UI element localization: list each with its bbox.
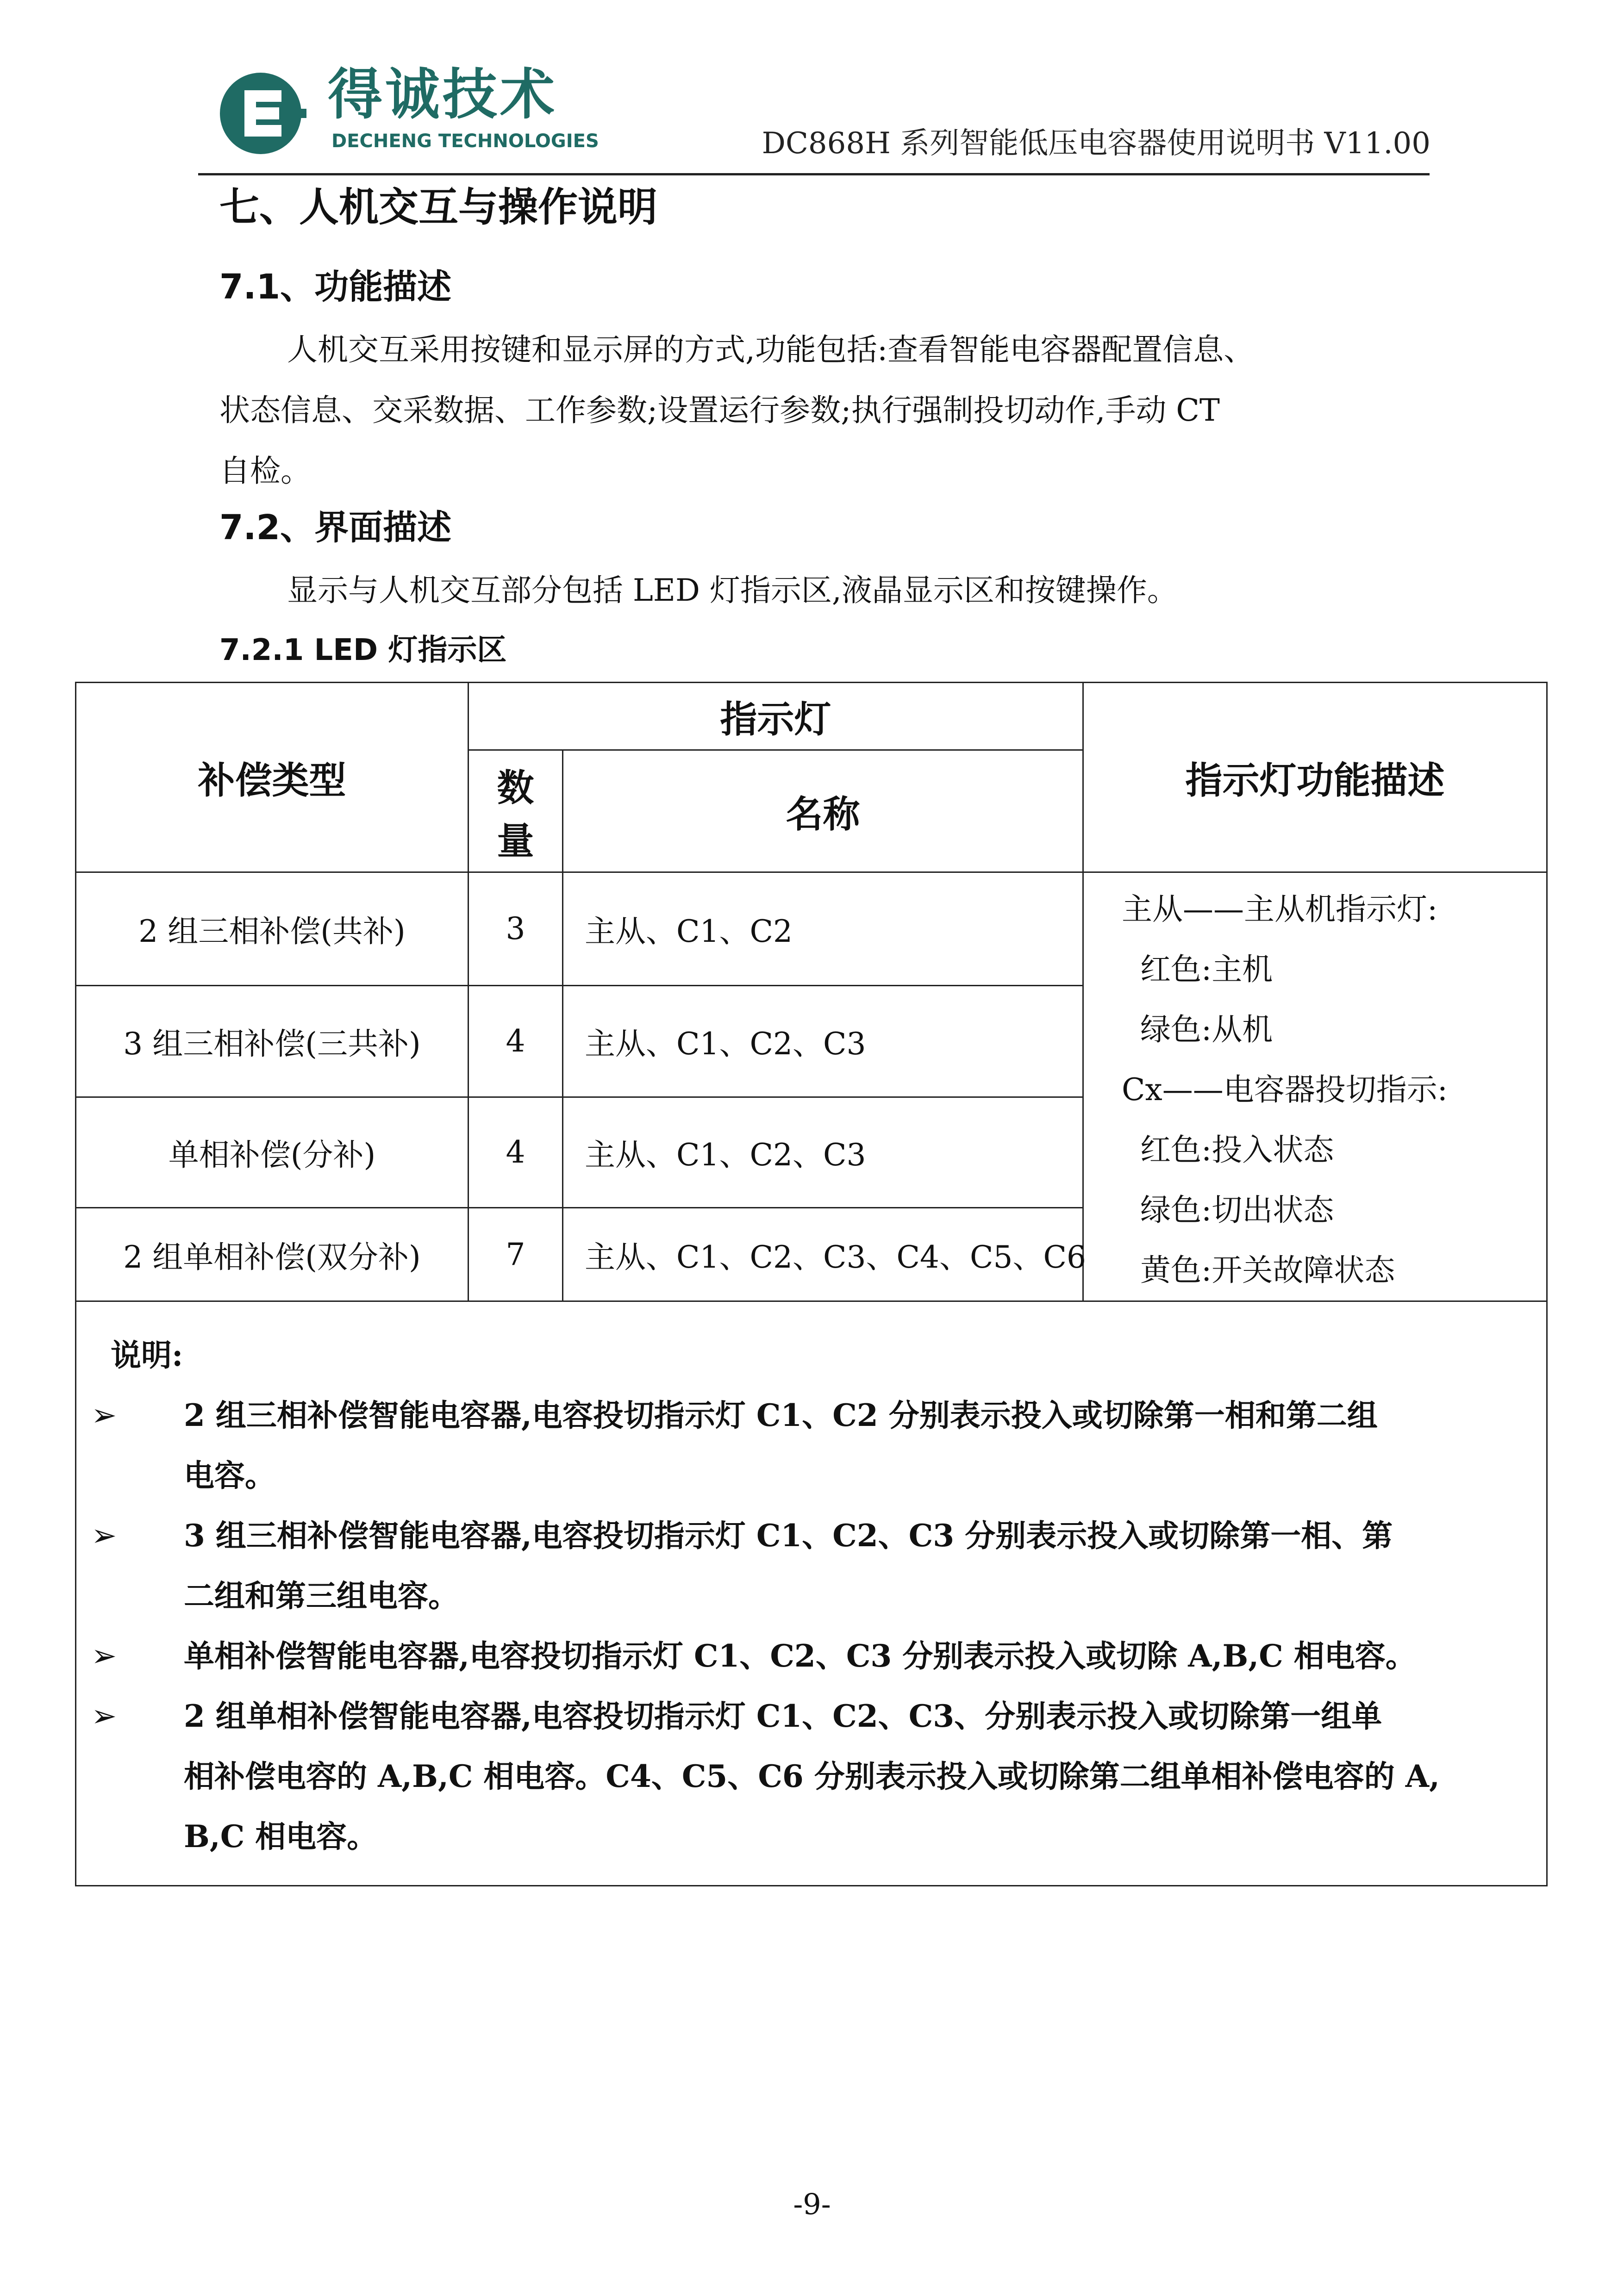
cell-type: 2 组单相补偿(双分补) <box>76 1207 468 1301</box>
note-line: 相补偿电容的 A,B,C 相电容。C4、C5、C6 分别表示投入或切除第二组单相补偿电容的 A, <box>184 1758 1440 1794</box>
cell-count: 3 <box>468 872 563 986</box>
header-indicator: 指示灯 <box>468 683 1083 750</box>
paragraph-line: 状态信息、交采数据、工作参数;设置运行参数;执行强制投切动作,手动 CT <box>219 392 1220 428</box>
paragraph-line: 显示与人机交互部分包括 LED 灯指示区,液晶显示区和按键操作。 <box>287 572 1178 608</box>
header-divider <box>198 173 1430 175</box>
cell-type: 2 组三相补偿(共补) <box>76 872 468 986</box>
arrow-bullet-icon: ➢ <box>91 1518 117 1553</box>
description-line: 绿色:切出状态 <box>1140 1192 1334 1228</box>
subsection-7-2-title: 7.2、界面描述 <box>219 508 452 548</box>
table-row <box>76 872 1547 986</box>
header-compensation-type: 补偿类型 <box>76 683 468 872</box>
arrow-bullet-icon: ➢ <box>91 1638 117 1674</box>
paragraph-line: 自检。 <box>219 453 311 489</box>
note-line: 单相补偿智能电容器,电容投切指示灯 C1、C2、C3 分别表示投入或切除 A,B,C 相电容。 <box>184 1638 1416 1674</box>
description-line: 黄色:开关故障状态 <box>1140 1252 1395 1288</box>
header-name: 名称 <box>563 750 1083 872</box>
logo-text-cn: 得诚技术 <box>328 62 558 126</box>
header-function-description: 指示灯功能描述 <box>1083 683 1547 872</box>
description-line: 红色:投入状态 <box>1140 1132 1334 1168</box>
note-item <box>91 1506 1529 1626</box>
note-line: 2 组三相补偿智能电容器,电容投切指示灯 C1、C2 分别表示投入或切除第一相和第二组 <box>184 1397 1378 1433</box>
note-line: B,C 相电容。 <box>184 1818 378 1854</box>
logo-icon <box>217 69 309 157</box>
arrow-bullet-icon: ➢ <box>91 1397 117 1433</box>
cell-name: 主从、C1、C2、C3 <box>563 985 1083 1097</box>
document-title: DC868H 系列智能低压电容器使用说明书 V11.00 <box>762 126 1430 161</box>
notes-row <box>76 1301 1547 1886</box>
description-line: 绿色:从机 <box>1140 1012 1273 1047</box>
note-item <box>91 1686 1529 1867</box>
header-count-line: 量 <box>497 819 534 863</box>
page-number: -9- <box>793 2187 831 2221</box>
cell-name: 主从、C1、C2、C3 <box>563 1097 1083 1207</box>
arrow-bullet-icon: ➢ <box>91 1698 117 1734</box>
notes-cell <box>76 1301 1547 1886</box>
cell-count: 7 <box>468 1207 563 1301</box>
cell-count: 4 <box>468 985 563 1097</box>
cell-name: 主从、C1、C2、C3、C4、C5、C6 <box>563 1207 1083 1301</box>
note-line: 3 组三相补偿智能电容器,电容投切指示灯 C1、C2、C3 分别表示投入或切除第一相、第 <box>184 1518 1393 1554</box>
subsection-7-1-title: 7.1、功能描述 <box>219 267 452 307</box>
logo-text-en: DECHENG TECHNOLOGIES <box>331 131 599 152</box>
note-item <box>91 1385 1529 1506</box>
section-title: 七、人机交互与操作说明 <box>219 184 657 230</box>
note-item <box>91 1626 1529 1686</box>
paragraph-line: 人机交互采用按键和显示屏的方式,功能包括:查看智能电容器配置信息、 <box>287 332 1255 367</box>
cell-count: 4 <box>468 1097 563 1207</box>
header-count-line: 数 <box>497 766 534 809</box>
subsection-7-2-1-title: 7.2.1 LED 灯指示区 <box>219 633 507 667</box>
cell-function-description <box>1083 872 1547 1301</box>
header-count <box>468 750 563 872</box>
led-indicator-table <box>75 682 1548 1886</box>
note-line: 2 组单相补偿智能电容器,电容投切指示灯 C1、C2、C3、分别表示投入或切除第一组单 <box>184 1698 1382 1734</box>
description-line: 主从——主从机指示灯: <box>1122 891 1438 927</box>
cell-type: 单相补偿(分补) <box>76 1097 468 1207</box>
cell-type: 3 组三相补偿(三共补) <box>76 985 468 1097</box>
note-line: 电容。 <box>184 1457 275 1493</box>
cell-name: 主从、C1、C2 <box>563 872 1083 986</box>
description-line: 红色:主机 <box>1140 952 1273 987</box>
description-line: Cx——电容器投切指示: <box>1122 1072 1448 1108</box>
note-line: 二组和第三组电容。 <box>184 1578 459 1614</box>
notes-title: 说明: <box>111 1337 183 1373</box>
